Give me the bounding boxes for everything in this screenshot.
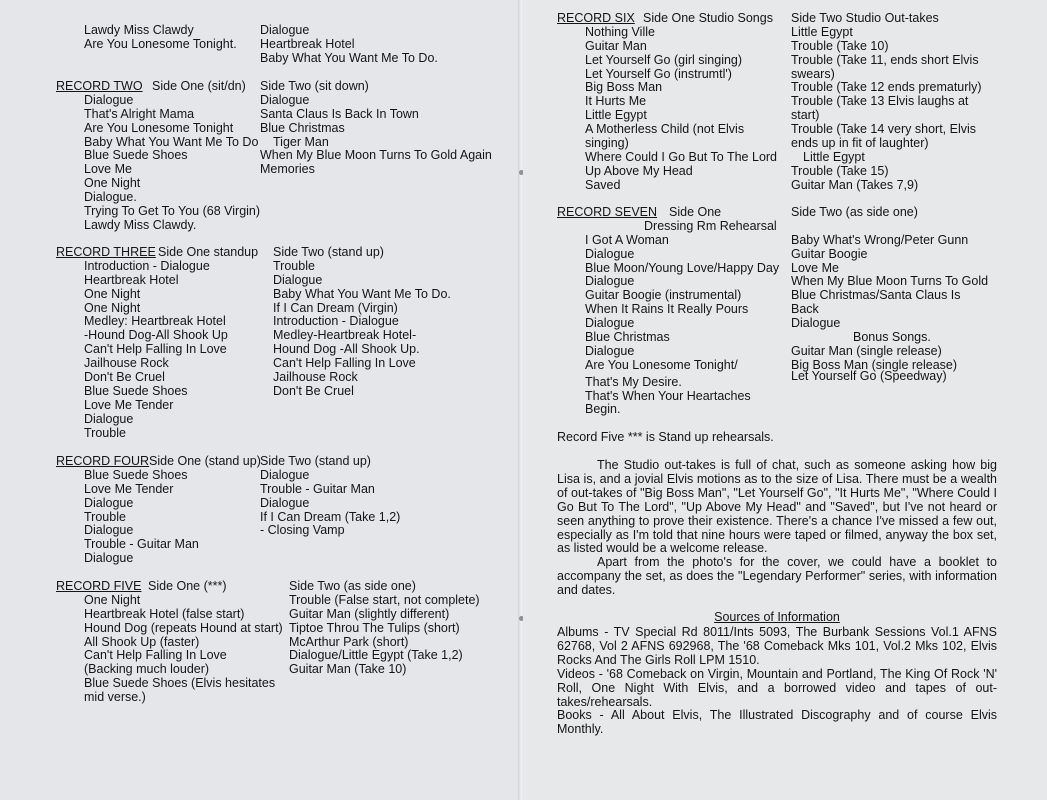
track-row: One Night Baby What You Want Me To Do. xyxy=(84,286,451,301)
track-row: A Motherless Child (not Elvis Trouble (Take 14 very short, Elvis xyxy=(585,122,977,137)
track-row: Hound Dog (repeats Hound at start) Tiptoe Throu The Tulips (short) xyxy=(84,620,460,635)
record-header xyxy=(523,12,1047,26)
track-row: Trouble - Guitar Man xyxy=(84,537,199,552)
track-row: -Hound Dog-All Shook Up Medley-Heartbreak Hotel- xyxy=(84,328,417,343)
track-row: Dialogue Dialogue xyxy=(84,495,310,510)
track-row: All Shook Up (faster) McArthur Park (short) xyxy=(84,634,409,649)
side-two-heading: Side Two (as side one) xyxy=(791,205,918,219)
track-row: One Night xyxy=(84,176,141,191)
track-row: Let Yourself Go (girl singing) Trouble (Take 11, ends short Elvis xyxy=(585,52,979,67)
record-header xyxy=(0,80,520,94)
track-row: Can't Help Falling In Love Dialogue/Little Egypt (Take 1,2) xyxy=(84,648,463,663)
track-row: Dialogue Guitar Man (single release) xyxy=(585,343,942,358)
track-row: Blue Christmas Bonus Songs. xyxy=(585,330,931,345)
article-body xyxy=(557,459,997,598)
track-row: Trouble xyxy=(84,425,126,440)
track-row: That's My Desire. Let Yourself Go (Speedway) xyxy=(585,368,947,389)
track-row: Trouble If I Can Dream (Take 1,2) xyxy=(84,509,401,524)
track-row: Love Me Tender Trouble - Guitar Man xyxy=(84,481,375,496)
record-title: RECORD SIX xyxy=(557,11,635,25)
track-row: When It Rains It Really Pours Back xyxy=(585,302,819,317)
track-row: Dialogue Dialogue xyxy=(84,92,310,107)
track-row: One Night If I Can Dream (Virgin) xyxy=(84,300,398,315)
track-row: Lawdy Miss Clawdy. xyxy=(84,217,197,232)
track-row: Don't Be Cruel Jailhouse Rock xyxy=(84,370,358,385)
sources-books: Books - All About Elvis, The Illustrated Discography and of course Elvis Monthly. xyxy=(557,708,997,737)
track-row: Up Above My Head Trouble (Take 15) xyxy=(585,163,889,178)
record-six-section xyxy=(523,12,1047,193)
track-row: mid verse.) xyxy=(84,690,146,705)
record-header xyxy=(0,246,520,260)
track-row: Trying To Get To You (68 Virgin) xyxy=(84,204,261,219)
track-row: Let Yourself Go (instrumtl') swears) xyxy=(585,66,835,81)
track-row: Dialogue. xyxy=(84,190,137,205)
track-row: Blue Suede Shoes Dialogue xyxy=(84,467,310,482)
side-two-heading: Side Two (as side one) xyxy=(289,579,416,593)
side-one-subheading: Dressing Rm Rehearsal xyxy=(644,218,777,233)
track-row: Guitar Man Trouble (Take 10) xyxy=(585,38,889,53)
track-row: Dialogue Guitar Boogie xyxy=(585,246,868,261)
side-one-heading: Side One (stand up) xyxy=(149,454,261,468)
sources-list xyxy=(557,626,997,737)
track-row: Guitar Boogie (instrumental) Blue Christmas/Santa Claus Is xyxy=(585,288,961,303)
sources-albums: Albums - TV Special Rd 8011/Ints 5093, The Burbank Sessions Vol.1 AFNS 62768, Vol 2 AFNS 692968, The '68 Comeback Mks 101, Vol.2 Mks 102, Elvis Rocks And The Girls Roll LPM 1510. xyxy=(557,625,997,667)
track-row: Baby What You Want Me To Do Tiger Man xyxy=(84,134,329,149)
track-row: Lawdy Miss Clawdy Dialogue xyxy=(84,23,310,37)
track-row: Blue Suede Shoes When My Blue Moon Turns To Gold Again xyxy=(84,148,492,163)
paragraph: The Studio out-takes is full of chat, such as someone asking how big Lisa is, and a jovial Elvis motions as to the size of Lisa. There must be a wealth of out-takes of "Big Boss Man", "Let Yourself Go", "It Hurts Me", "Where Could I Go But To The Lord", "Up Above My Head" and "Saved", but I've not heard or seen anything to prove their existence. There's a chance I've missed a few out, especially as I'm told that nine hours were taped or filmed, anyway the box set, as listed would be a welcome release. xyxy=(557,458,997,556)
right-page xyxy=(523,0,1047,800)
sources-videos: Videos - '68 Comeback on Virgin, Mountain and Portland, The King Of Rock 'N' Roll, One Night With Elvis, and a borrowed video and tapes of out-takes/rehearsals. xyxy=(557,666,997,709)
record-title: RECORD FOUR xyxy=(56,454,150,468)
side-two-heading: Side Two Studio Out-takes xyxy=(791,11,939,25)
track-row: Blue Suede Shoes Don't Be Cruel xyxy=(84,383,354,398)
track-row: Are You Lonesome Tonight Blue Christmas xyxy=(84,120,345,135)
track-row: (Backing much louder) Guitar Man (Take 10) xyxy=(84,662,407,677)
record-title: RECORD THREE xyxy=(56,245,156,259)
track-row: Saved Guitar Man (Takes 7,9) xyxy=(585,177,919,192)
sources-title: Sources of Information xyxy=(714,610,840,624)
track-row: One Night Trouble (False start, not complete) xyxy=(84,592,480,607)
record-two-section xyxy=(0,80,520,233)
track-row: Are You Lonesome Tonight. Heartbreak Hotel xyxy=(84,36,355,51)
side-one-heading: Side One Studio Songs xyxy=(643,11,773,25)
paragraph: Apart from the photo's for the cover, we could have a booklet to accompany the set, as does the "Legendary Performer" series, with information and dates. xyxy=(557,555,997,598)
track-row: Introduction - Dialogue Trouble xyxy=(84,258,315,273)
side-two-heading: Side Two (stand up) xyxy=(273,245,384,259)
track-row: Are You Lonesome Tonight/ Big Boss Man (single release) xyxy=(585,357,958,372)
track-row: Dialogue When My Blue Moon Turns To Gold xyxy=(585,274,989,289)
track-row: Heartbreak Hotel (false start) Guitar Man (slightly different) xyxy=(84,606,450,621)
track-row: Dialogue - Closing Vamp xyxy=(84,523,345,538)
track-row: Little Egypt start) xyxy=(585,108,820,123)
track-row: Jailhouse Rock Can't Help Falling In Love xyxy=(84,356,416,371)
track-row: Dialogue xyxy=(84,551,134,566)
track-row: Love Me Tender xyxy=(84,397,174,412)
track-row: That's Alright Mama Santa Claus Is Back In Town xyxy=(84,106,419,121)
record-three-section xyxy=(0,246,520,440)
track-row: Where Could I Go But To The Lord Little Egypt xyxy=(585,149,865,164)
record-five-section xyxy=(0,580,520,705)
track-row: Heartbreak Hotel Dialogue xyxy=(84,272,323,287)
side-one-heading: Side One standup xyxy=(158,245,259,259)
track-row: Dialogue xyxy=(84,411,134,426)
track-row: Love Me Memories xyxy=(84,162,315,177)
record-seven-section xyxy=(523,206,1047,417)
track-row: Big Boss Man Trouble (Take 12 ends prematurly) xyxy=(585,80,982,95)
track-row: Baby What You Want Me To Do. xyxy=(260,50,438,65)
track-row: Begin. xyxy=(585,402,621,417)
track-row: I Got A Woman Baby What's Wrong/Peter Gunn xyxy=(585,232,969,247)
side-one-heading: Side One (sit/dn) xyxy=(152,79,246,93)
record-header xyxy=(0,580,520,594)
track-row: Can't Help Falling In Love Hound Dog -All Shook Up. xyxy=(84,342,420,357)
record-title: RECORD SEVEN xyxy=(557,205,658,219)
track-row: Nothing Ville Little Egypt xyxy=(585,24,853,39)
record-subheader xyxy=(523,220,1047,234)
track-row: Dialogue Dialogue xyxy=(585,316,841,331)
record-four-section xyxy=(0,455,520,566)
track-row: Medley: Heartbreak Hotel Introduction - Dialogue xyxy=(84,314,399,329)
top-block xyxy=(0,24,520,66)
side-one-heading: Side One (***) xyxy=(148,579,227,593)
record-title: RECORD FIVE xyxy=(56,579,142,593)
side-two-heading: Side Two (stand up) xyxy=(260,454,371,468)
record-title: RECORD TWO xyxy=(56,79,143,93)
record-five-note: Record Five *** is Stand up rehearsals. xyxy=(557,430,774,444)
track-row: It Hurts Me Trouble (Take 13 Elvis laughs at xyxy=(585,94,969,109)
record-header xyxy=(523,206,1047,220)
side-one-heading: Side One xyxy=(669,205,722,219)
left-page xyxy=(0,0,520,800)
record-header xyxy=(0,455,520,469)
track-row: That's When Your Heartaches xyxy=(585,388,751,403)
side-two-heading: Side Two (sit down) xyxy=(260,79,369,93)
track-row: Blue Suede Shoes (Elvis hesitates xyxy=(84,676,276,691)
track-row: Blue Moon/Young Love/Happy Day Love Me xyxy=(585,260,839,275)
track-row: singing) ends up in fit of laughter) xyxy=(585,136,929,151)
